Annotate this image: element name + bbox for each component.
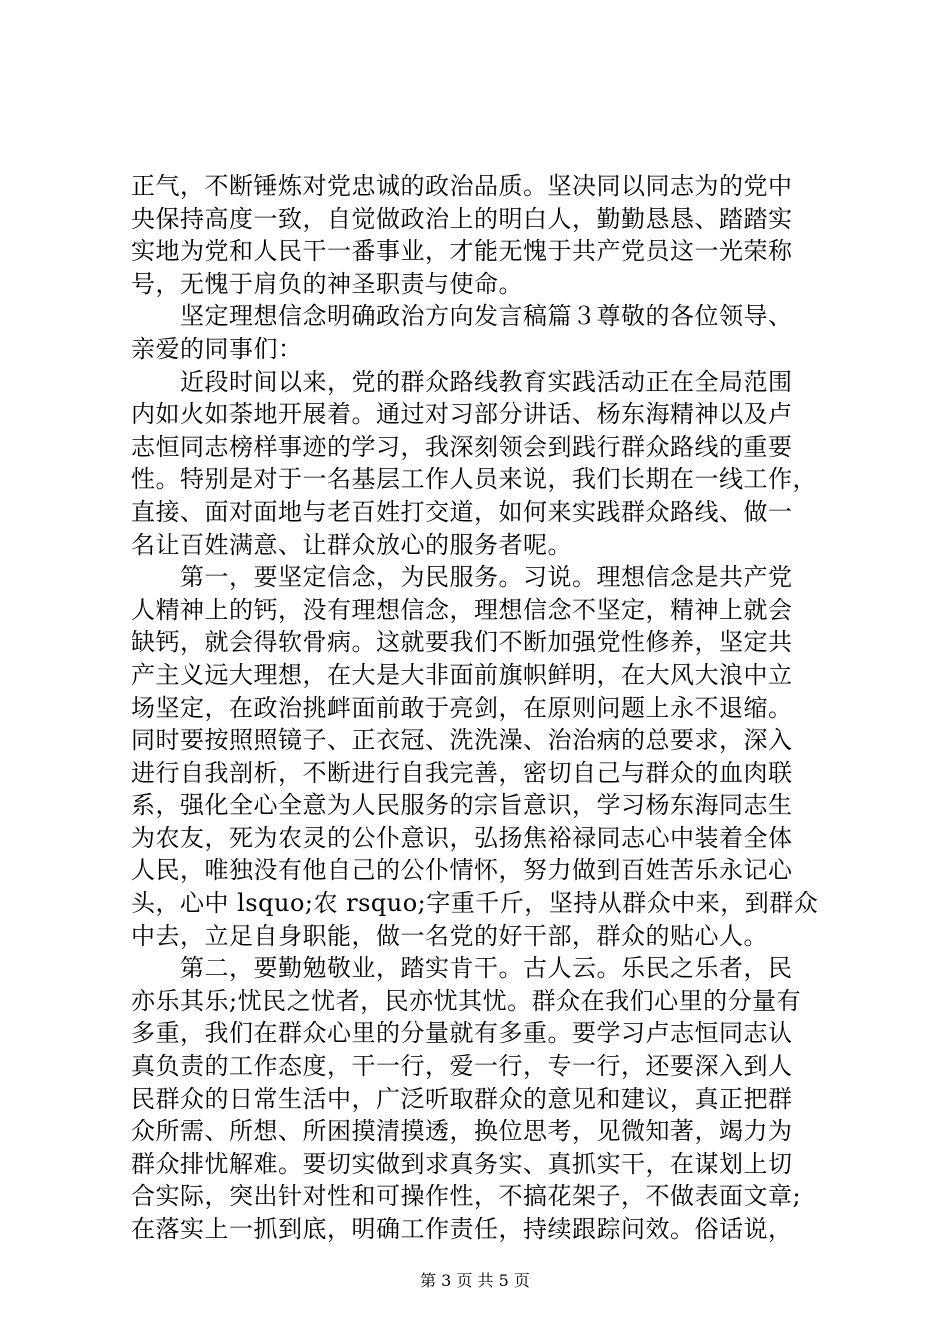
paragraph-4: 第一，要坚定信念，为民服务。习说。理想信念是共产党 人精神上的钙，没有理想信念，理想信念不坚定，精神上就会 缺钙，就会得软骨病。这就要我们不断加强党性修养，坚定共 产主义远大理想，在大是大非面前旗帜鲜明，在大风大浪中立 场坚定，在政治挑衅面前敢于亮剑，在原则问题上永不退缩。 同时要按照照镜子、正衣冠、洗洗澡、治治病的总要求，深入 进行自我剖析，不断进行自我完善，密切自己与群众的血肉联 系，强化全心全意为人民服务的宗旨意识，学习杨东海同志生 为农友，死为农灵的公仆意识，弘扬焦裕禄同志心中装着全体 人民，唯独没有他自己的公仆情怀，努力做到百姓苦乐永记心 头，心中 lsquo;农 rsquo;字重千斤，坚持从群众中来，到群众 中去，立足自身职能，做一名党的好干部，群众的贴心人。 — [131, 563, 819, 950]
paragraph-1: 正气，不断锤炼对党忠诚的政治品质。坚决同以同志为的党中 央保持高度一致，自觉做政治上的明白人，勤勤恳恳、踏踏实 实地为党和人民干一番事业，才能无愧于共产党员这一光荣称 号，无愧于肩负的神圣职责与使命。 — [131, 172, 793, 298]
page-footer: 第 3 页 共 5 页 — [420, 1271, 530, 1290]
paragraph-2: 坚定理想信念明确政治方向发言稿篇３尊敬的各位领导、 亲爱的同事们： — [131, 302, 793, 363]
paragraph-3: 近段时间以来，党的群众路线教育实践活动正在全局范围 内如火如荼地开展着。通过对习部分讲话、杨东海精神以及卢 志恒同志榜样事迹的学习，我深刻领会到践行群众路线的重要 性。特别是对于一名基层工作人员来说，我们长期在一线工作， 直接、面对面地与老百姓打交道，如何来实践群众路线、做一 名让百姓满意、让群众放心的服务者呢。 — [131, 367, 817, 559]
document-body — [131, 170, 831, 1246]
paragraph-5: 第二，要勤勉敬业，踏实肯干。古人云。乐民之乐者，民 亦乐其乐;忧民之忧者，民亦忧其忧。群众在我们心里的分量有 多重，我们在群众心里的分量就有多重。要学习卢志恒同志认 真负责的工作态度，干一行，爱一行，专一行，还要深入到人 民群众的日常生活中，广泛听取群众的意见和建议，真正把群 众所需、所想、所困摸清摸透，换位思考，见微知著，竭力为 群众排忧解难。要切实做到求真务实、真抓实干，在谋划上切 合实际，突出针对性和可操作性，不搞花架子，不做表面文章; 在落实上一抓到底，明确工作责任，持续跟踪问效。俗话说， — [131, 954, 802, 1243]
